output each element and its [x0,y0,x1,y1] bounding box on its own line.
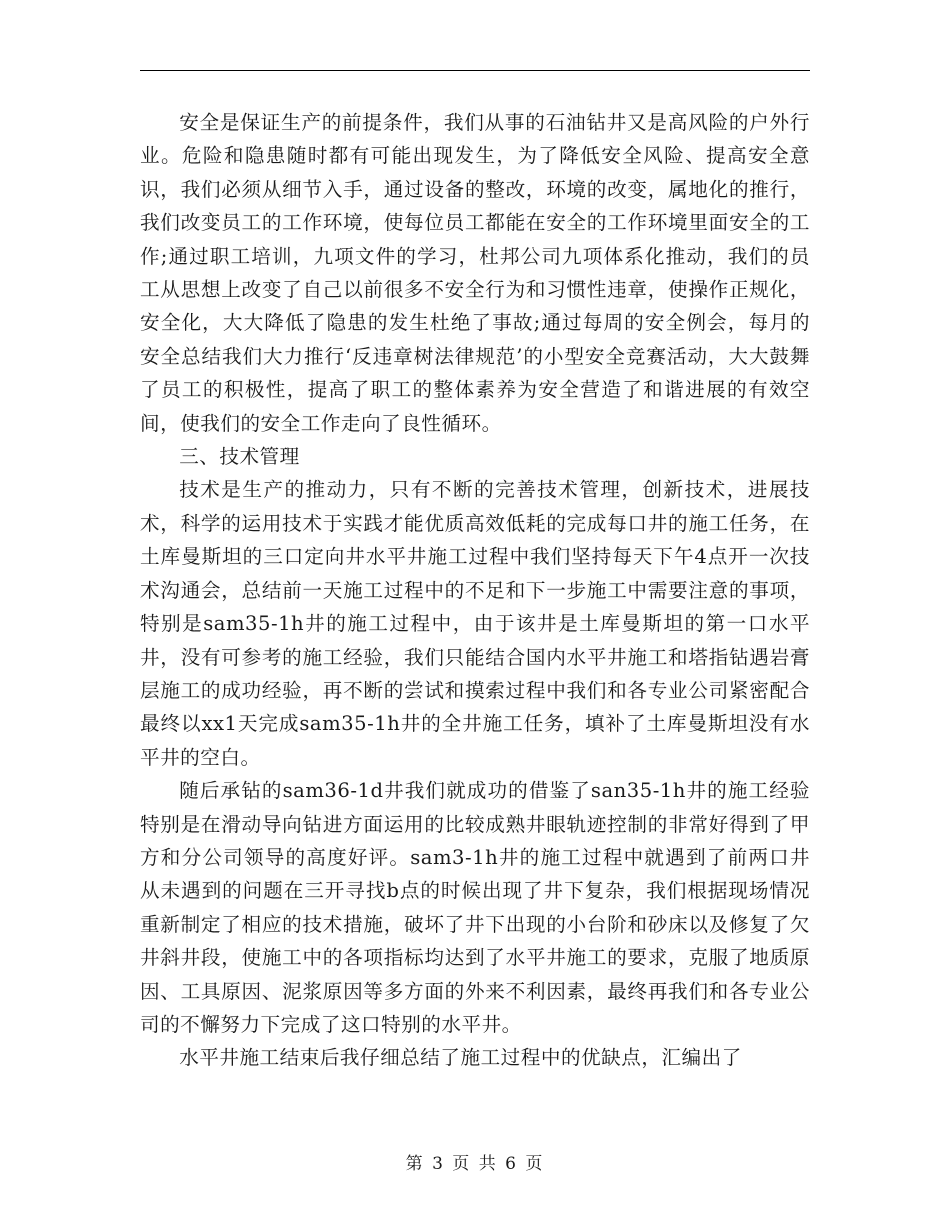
paragraph-safety: 安全是保证生产的前提条件，我们从事的石油钻井又是高风险的户外行业。危险和隐患随时都有可能出现发生，为了降低安全风险、提高安全意识，我们必须从细节入手，通过设备的整改，环境的改变，属地化的推行，我们改变员工的工作环境，使每位员工都能在安全的工作环境里面安全的工作;通过职工培训，九项文件的学习，杜邦公司九项体系化推动，我们的员工从思想上改变了自己以前很多不安全行为和习惯性违章，使操作正规化，安全化，大大降低了隐患的发生杜绝了事故;通过每周的安全例会，每月的安全总结我们大力推行‘反违章树法律规范’的小型安全竞赛活动，大大鼓舞了员工的积极性，提高了职工的整体素养为安全营造了和谐进展的有效空间，使我们的安全工作走向了良性循环。 [140,111,810,435]
header-rule [140,70,810,71]
document-body [140,106,810,1075]
paragraph-subsequent-wells: 随后承钻的sam36-1d井我们就成功的借鉴了san35-1h井的施工经验特别是在滑动导向钻进方面运用的比较成熟井眼轨迹控制的非常好得到了甲方和分公司领导的高度好评。sam3-1h井的施工过程中就遇到了前两口井从未遇到的问题在三开寻找b点的时候出现了井下复杂，我们根据现场情况重新制定了相应的技术措施，破坏了井下出现的小台阶和砂床以及修复了欠井斜井段，使施工中的各项指标均达到了水平井施工的要求，克服了地质原因、工具原因、泥浆原因等多方面的外来不利因素，最终再我们和各专业公司的不懈努力下完成了这口特别的水平井。 [140,779,810,1036]
paragraph-technology: 技术是生产的推动力，只有不断的完善技术管理，创新技术，进展技术，科学的运用技术于实践才能优质高效低耗的完成每口井的施工任务，在土库曼斯坦的三口定向井水平井施工过程中我们坚持每天下午4点开一次技术沟通会，总结前一天施工过程中的不足和下一步施工中需要注意的事项，特别是sam35-1h井的施工过程中，由于该井是土库曼斯坦的第一口水平井，没有可参考的施工经验，我们只能结合国内水平井施工和塔指钻遇岩膏层施工的成功经验，再不断的尝试和摸索过程中我们和各专业公司紧密配合最终以xx1天完成sam35-1h井的全井施工任务，填补了土库曼斯坦没有水平井的空白。 [140,478,810,769]
page-number-footer: 第 3 页 共 6 页 [405,1154,545,1174]
section-heading-tech-management: 三、技术管理 [179,445,300,469]
paragraph-summary-start: 水平井施工结束后我仔细总结了施工过程中的优缺点，汇编出了 [179,1046,742,1070]
